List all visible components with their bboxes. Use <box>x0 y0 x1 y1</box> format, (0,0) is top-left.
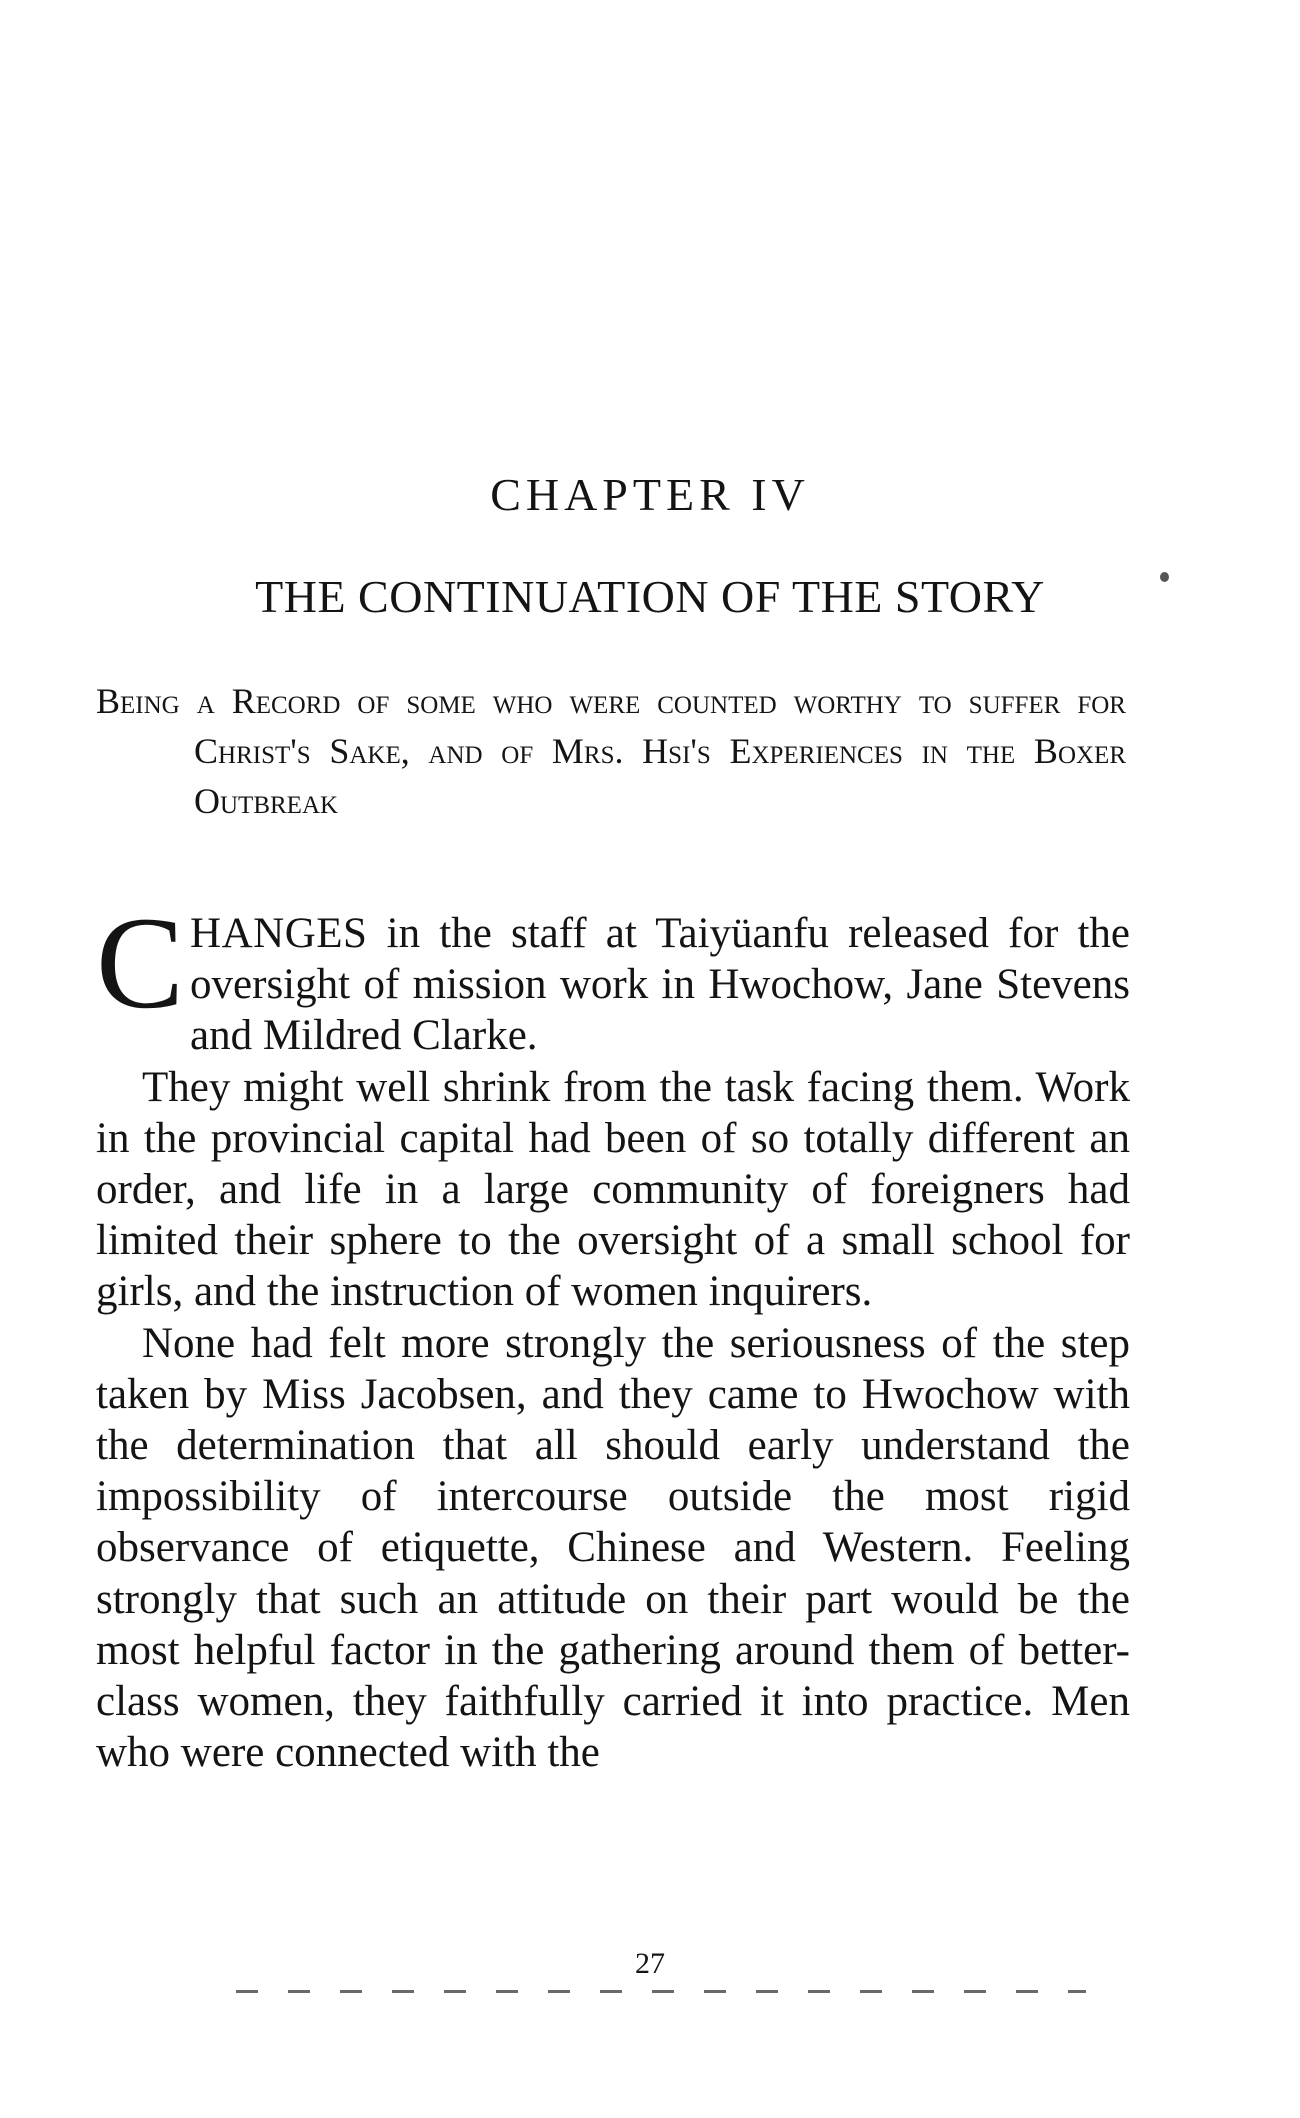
paragraph-1 <box>96 889 1130 1062</box>
page-number: 27 <box>635 1947 665 1980</box>
paragraph-1-text: in the staff at Taiyüanfu released for the oversight of mission work in Hwochow, Jane Stevens and Mildred Clarke. <box>190 910 1130 1060</box>
chapter-synopsis <box>96 676 1126 826</box>
cut-off-next-line <box>236 1990 1086 1993</box>
synopsis-text: Being a Record of some who were counted worthy to suffer for Christ's Sake, and of Mrs. Hsi's Experiences in the Boxer Outbreak <box>96 681 1126 821</box>
chapter-title: THE CONTINUATION OF THE STORY <box>255 571 1045 622</box>
paragraph-2: They might well shrink from the task facing them. Work in the provincial capital had been of so totally different an order, and life in a large community of foreigners had limited their sphere to the oversight of a small school for girls, and the instruction of women inquirers. <box>96 1063 1130 1316</box>
opening-word: HANGES <box>190 910 368 957</box>
chapter-number: CHAPTER IV <box>490 469 810 520</box>
body-text <box>96 889 1130 1778</box>
drop-cap: C <box>96 889 185 1036</box>
paragraph-3: None had felt more strongly the seriousness of the step taken by Miss Jacobsen, and they came to Hwochow with the determination that all should early understand the impossibility of intercourse outside the most rigid observance of etiquette, Chinese and Western. Feeling strongly that such an attitude on their part would be the most helpful factor in the gathering around them of better-class women, they faithfully carried it into practice. Men who were connected with the <box>96 1319 1130 1777</box>
print-speck <box>1160 572 1169 582</box>
